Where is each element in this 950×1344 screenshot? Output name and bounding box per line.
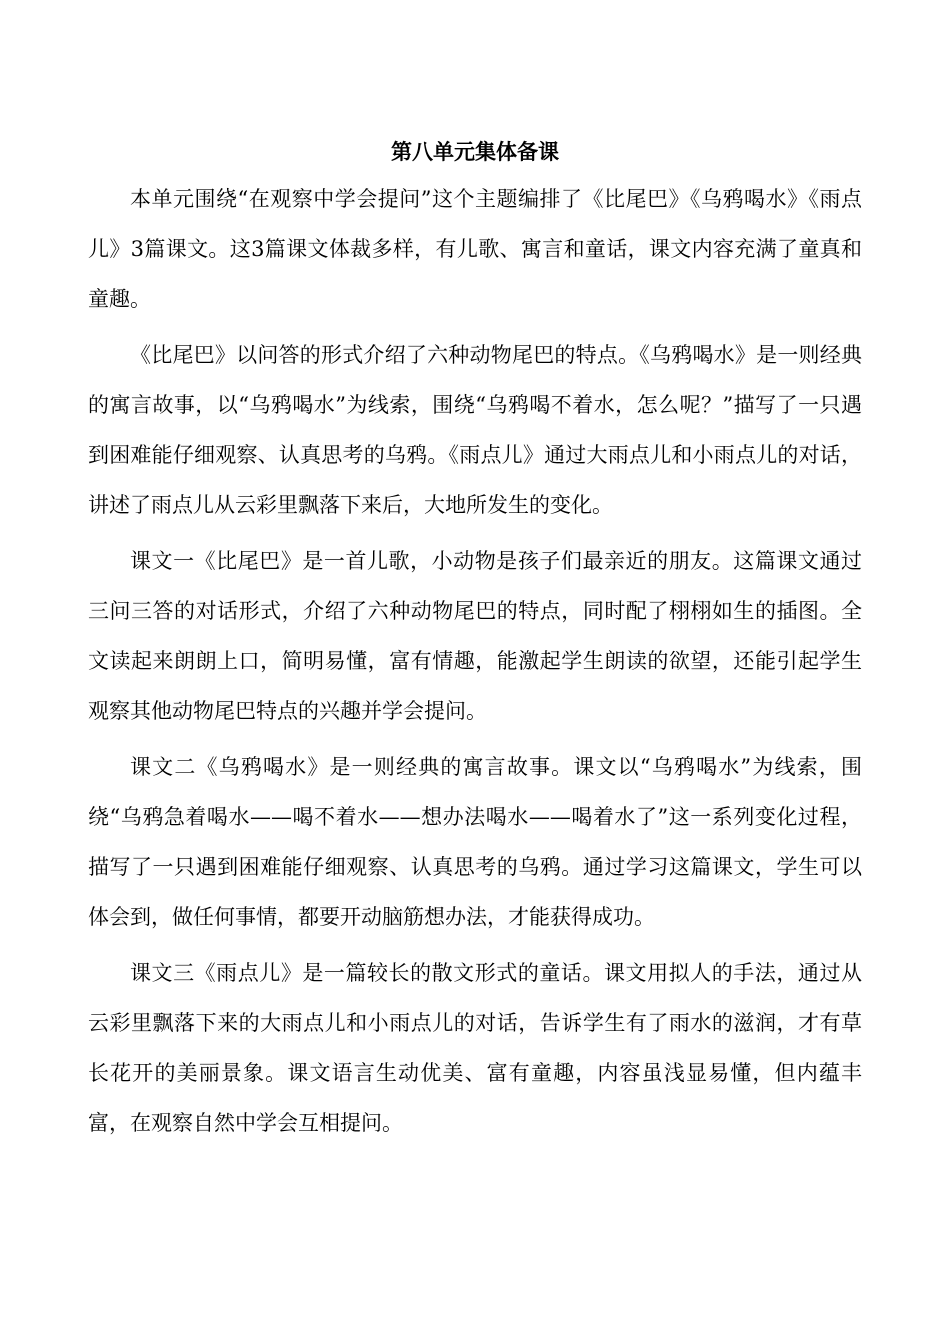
paragraph-text-summaries: 《比尾巴》以问答的形式介绍了六种动物尾巴的特点。《乌鸦喝水》是一则经典的寓言故事，以“乌鸦喝水”为线索，围绕“乌鸦喝不着水，怎么呢？”描写了一只遇到困难能仔细观察、认真思考的乌鸦。《雨点儿》通过大雨点儿和小雨点儿的对话，讲述了雨点儿从云彩里飘落下来后，大地所发生的变化。 bbox=[88, 343, 862, 517]
paragraph-lesson-two: 课文二《乌鸦喝水》是一则经典的寓言故事。课文以“乌鸦喝水”为线索，围绕“乌鸦急着喝水——喝不着水——想办法喝水——喝着水了”这一系列变化过程，描写了一只遇到困难能仔细观察、认真思考的乌鸦。通过学习这篇课文，学生可以体会到，做任何事情，都要开动脑筋想办法，才能获得成功。 bbox=[88, 755, 862, 929]
document-body bbox=[88, 132, 862, 1154]
document-title: 第八单元集体备课 bbox=[391, 139, 559, 164]
paragraph-unit-overview: 本单元围绕“在观察中学会提问”这个主题编排了《比尾巴》《乌鸦喝水》《雨点儿》3篇课文。这3篇课文体裁多样，有儿歌、寓言和童话，课文内容充满了童真和童趣。 bbox=[88, 187, 862, 311]
paragraph-lesson-one: 课文一《比尾巴》是一首儿歌，小动物是孩子们最亲近的朋友。这篇课文通过三问三答的对话形式，介绍了六种动物尾巴的特点，同时配了栩栩如生的插图。全文读起来朗朗上口，简明易懂，富有情趣，能激起学生朗读的欲望，还能引起学生观察其他动物尾巴特点的兴趣并学会提问。 bbox=[88, 549, 862, 723]
paragraph-lesson-three: 课文三《雨点儿》是一篇较长的散文形式的童话。课文用拟人的手法，通过从云彩里飘落下来的大雨点儿和小雨点儿的对话，告诉学生有了雨水的滋润，才有草长花开的美丽景象。课文语言生动优美、富有童趣，内容虽浅显易懂，但内蕴丰富，在观察自然中学会互相提问。 bbox=[88, 961, 862, 1135]
